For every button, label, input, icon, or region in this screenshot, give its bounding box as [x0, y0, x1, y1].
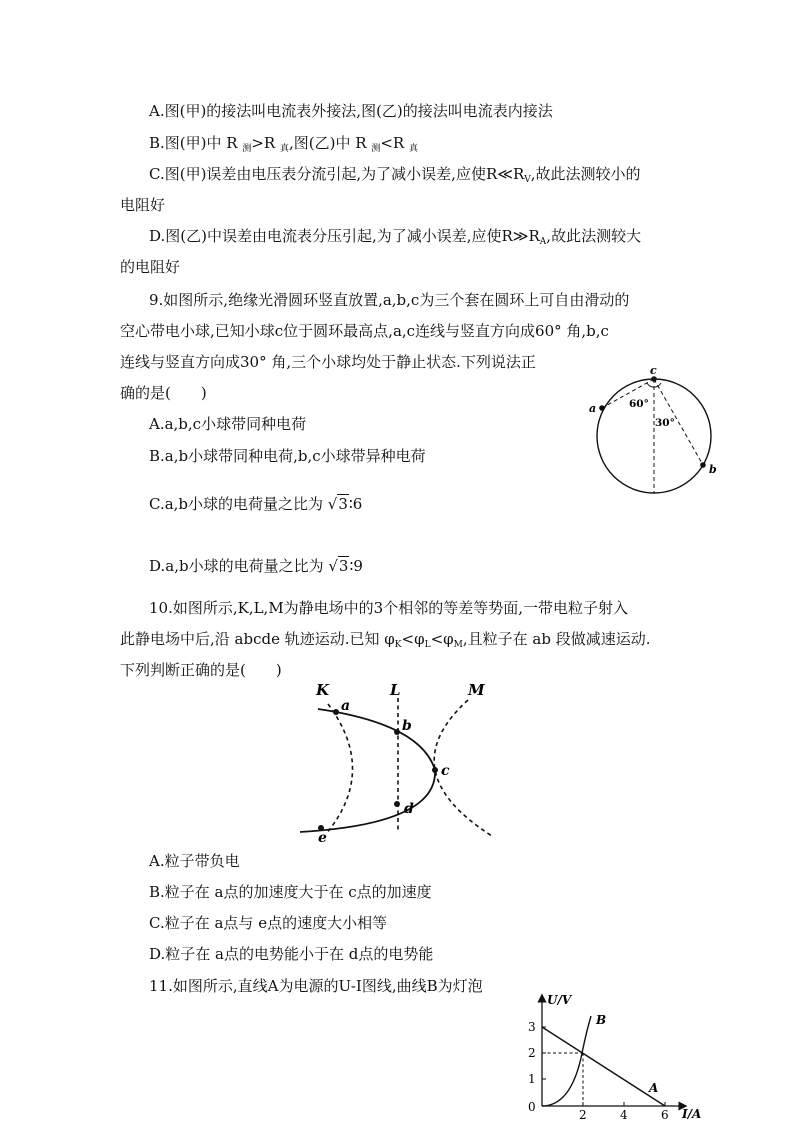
point-d [394, 801, 400, 807]
q8-sub-4: 真 [408, 144, 418, 154]
q9-option-d-text: D.a,b小球的电荷量之比为 [149, 557, 329, 575]
x-tick-label-2: 2 [579, 1108, 587, 1121]
q10-stem-2-post: ,且粒子在 ab 段做减速运动. [462, 630, 651, 648]
phi-m: <φ [430, 630, 454, 648]
q9-option-a: A.a,b,c小球带同种电荷 [149, 415, 307, 433]
label-a: a [341, 698, 351, 714]
q9-stem-2: 空心带电小球,已知小球c位于圆环最高点,a,c连线与竖直方向成60° 角,b,c [120, 322, 609, 340]
y-tick-label-0: 0 [528, 1100, 536, 1114]
point-c [432, 767, 438, 773]
q9-option-c-post: ∶6 [348, 495, 363, 513]
q9-stem-1: 9.如图所示,绝缘光滑圆环竖直放置,a,b,c为三个套在圆环上可自由滑动的 [149, 291, 630, 309]
line-a [542, 1027, 665, 1106]
label-b: b [709, 463, 717, 476]
q8-option-c-sub: V [524, 175, 531, 185]
q10-stem-3: 下列判断正确的是( ) [120, 661, 282, 679]
ball-c [651, 376, 657, 382]
q9-option-c-text: C.a,b小球的电荷量之比为 [149, 495, 328, 513]
q11-ui-graph [515, 988, 715, 1121]
y-tick-label-3: 3 [528, 1020, 536, 1034]
q8-sub-3: 测 [371, 144, 381, 154]
x-tick-label-4: 4 [620, 1108, 628, 1121]
q9-option-d-post: ∶9 [349, 557, 363, 575]
point-b [394, 729, 400, 735]
y-tick-label-2: 2 [528, 1046, 536, 1060]
q10-field-figure [290, 676, 510, 846]
label-c: c [650, 364, 657, 377]
phi-l: <φ [401, 630, 425, 648]
q8-option-c-text: C.图(甲)误差由电压表分流引起,为了减小误差,应使R≪R [149, 165, 525, 183]
q8-option-c-post: ,故此法测较小的 [530, 165, 641, 183]
q8-option-c-line2: 电阻好 [120, 196, 166, 214]
q8-option-d [149, 226, 641, 246]
q9-option-d [149, 556, 363, 576]
q9-option-b: B.a,b小球带同种电荷,b,c小球带异种电荷 [149, 447, 426, 465]
ball-a [599, 405, 605, 411]
particle-trajectory [300, 709, 435, 832]
sub-l: L [424, 640, 431, 650]
y-axis-label: U/V [547, 993, 572, 1007]
ball-b [700, 462, 706, 468]
q9-ring-figure [585, 358, 725, 503]
radicand: 3 [338, 495, 348, 513]
q9-stem-4: 确的是( ) [120, 384, 207, 402]
label-a: a [589, 402, 597, 415]
curve-b-label: B [596, 1013, 607, 1027]
q9-option-c [149, 494, 362, 514]
label-b: b [402, 718, 412, 734]
q10-stem-1: 10.如图所示,K,L,M为静电场中的3个相邻的等差等势面,一带电粒子射入 [149, 599, 628, 617]
angle-30-label: 30° [655, 417, 675, 429]
point-a [333, 709, 339, 715]
sub-k: K [394, 640, 402, 650]
q10-option-c: C.粒子在 a点与 e点的速度大小相等 [149, 914, 388, 932]
q8-option-d-sub: A [539, 237, 547, 247]
curve-b [542, 1016, 591, 1106]
q8-sub-2: 真 [279, 144, 289, 154]
q9-stem-3: 连线与竖直方向成30° 角,三个小球均处于静止状态.下列说法正 [120, 353, 536, 371]
q8-option-c [149, 164, 641, 184]
q8-option-d-line2: 的电阻好 [120, 258, 181, 276]
label-d: d [404, 801, 414, 817]
label-e: e [318, 830, 327, 846]
q10-stem-2 [120, 629, 651, 649]
x-tick-label-6: 6 [661, 1108, 669, 1121]
q10-stem-2-text: 此静电场中后,沿 abcde 轨迹运动.已知 φ [120, 630, 395, 648]
label-m: M [468, 681, 485, 699]
q8-option-b-text-3: ,图(乙)中 R [289, 134, 372, 152]
label-l: L [390, 681, 401, 699]
q10-option-d: D.粒子在 a点的电势能小于在 d点的电势能 [149, 945, 434, 963]
q8-option-b-text-2: >R [251, 134, 280, 152]
q11-stem-1: 11.如图所示,直线A为电源的U-I图线,曲线B为灯泡 [149, 977, 483, 995]
q8-option-b-text-4: <R [380, 134, 409, 152]
q10-option-a: A.粒子带负电 [149, 852, 240, 870]
y-tick-label-1: 1 [528, 1072, 536, 1086]
sqrt-symbol: √3 [327, 495, 348, 513]
label-c: c [441, 763, 450, 779]
angle-60-label: 60° [629, 398, 649, 410]
q8-option-b-text-1: B.图(甲)中 R [149, 134, 243, 152]
sqrt-symbol: √3 [328, 557, 349, 575]
label-k: K [316, 681, 330, 699]
sub-m: M [453, 640, 463, 650]
q8-option-d-post: ,故此法测较大 [546, 227, 642, 245]
q8-option-d-text: D.图(乙)中误差由电流表分压引起,为了减小误差,应使R≫R [149, 227, 540, 245]
q8-sub-1: 测 [242, 144, 252, 154]
x-axis-label: I/A [682, 1107, 702, 1121]
q8-option-b [149, 133, 418, 153]
radicand: 3 [338, 557, 349, 575]
q10-option-b: B.粒子在 a点的加速度大于在 c点的加速度 [149, 883, 432, 901]
equipotential-k [326, 704, 353, 834]
q8-option-a: A.图(甲)的接法叫电流表外接法,图(乙)的接法叫电流表内接法 [149, 102, 553, 120]
line-a-label: A [649, 1081, 659, 1095]
